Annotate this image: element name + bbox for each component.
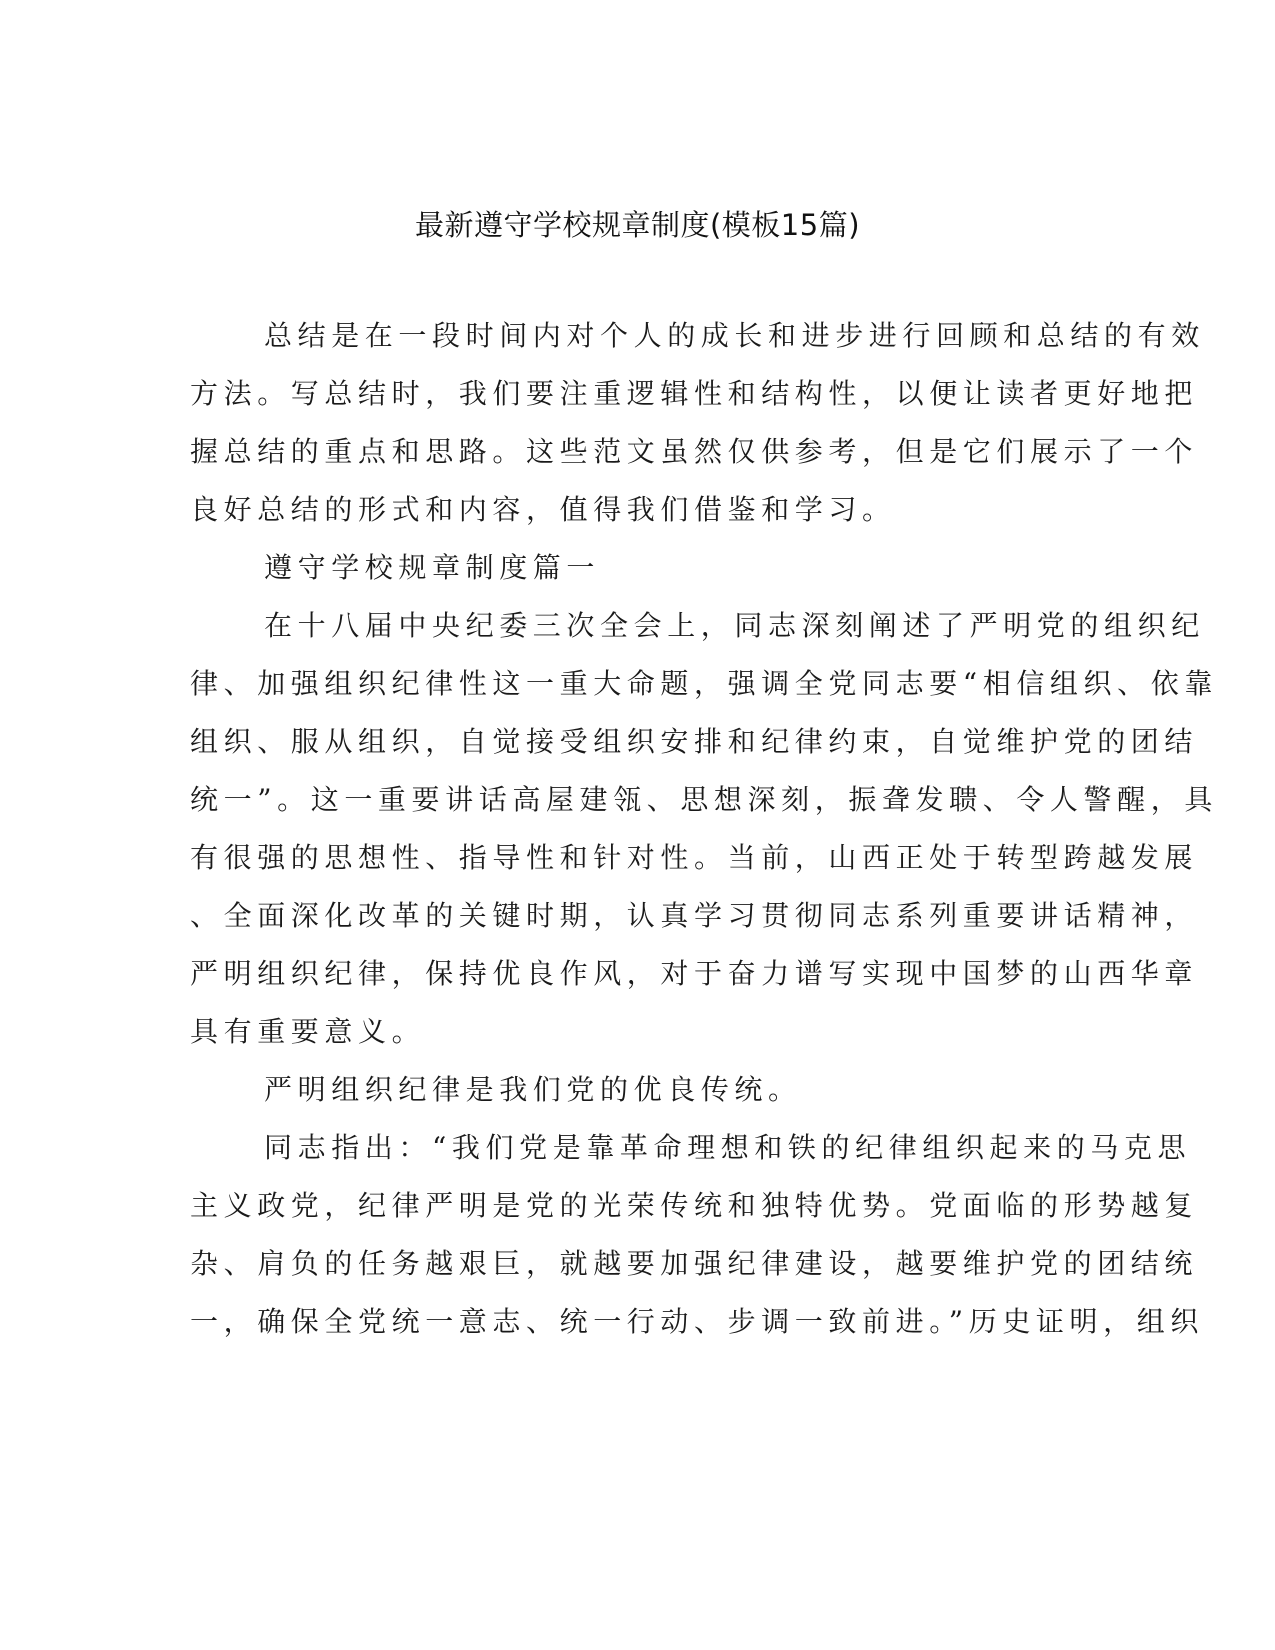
paragraph-line: 同志指出：“我们党是靠革命理想和铁的纪律组织起来的马克思 xyxy=(264,1131,1192,1164)
paragraph-line: 有很强的思想性、指导性和针对性。当前，山西正处于转型跨越发展 xyxy=(190,841,1199,874)
paragraph-line: 一，确保全党统一意志、统一行动、步调一致前进。”历史证明，组织 xyxy=(190,1305,1204,1338)
paragraph-line: 、全面深化改革的关键时期，认真学习贯彻同志系列重要讲话精神， xyxy=(190,899,1199,932)
paragraph-line: 严明组织纪律，保持优良作风，对于奋力谱写实现中国梦的山西华章 xyxy=(190,957,1199,990)
paragraph-line: 握总结的重点和思路。这些范文虽然仅供参考，但是它们展示了一个 xyxy=(190,435,1199,468)
paragraph-line: 杂、肩负的任务越艰巨，就越要加强纪律建设，越要维护党的团结统 xyxy=(190,1247,1199,1280)
paragraph-line: 具有重要意义。 xyxy=(190,1015,426,1048)
paragraph-line: 严明组织纪律是我们党的优良传统。 xyxy=(264,1073,802,1106)
section-heading: 遵守学校规章制度篇一 xyxy=(264,551,601,584)
paragraph-line: 律、加强组织纪律性这一重大命题，强调全党同志要“相信组织、依靠 xyxy=(190,667,1218,700)
paragraph-line: 良好总结的形式和内容，值得我们借鉴和学习。 xyxy=(190,493,896,526)
paragraph-line: 组织、服从组织，自觉接受组织安排和纪律约束，自觉维护党的团结 xyxy=(190,725,1199,758)
paragraph-line: 主义政党，纪律严明是党的光荣传统和独特优势。党面临的形势越复 xyxy=(190,1189,1199,1222)
paragraph-line: 总结是在一段时间内对个人的成长和进步进行回顾和总结的有效 xyxy=(264,319,1205,352)
paragraph-line: 统一”。这一重要讲话高屋建瓴、思想深刻，振聋发聩、令人警醒，具 xyxy=(190,783,1218,816)
paragraph-line: 在十八届中央纪委三次全会上，同志深刻阐述了严明党的组织纪 xyxy=(264,609,1205,642)
document-title: 最新遵守学校规章制度(模板15篇) xyxy=(414,208,861,242)
paragraph-line: 方法。写总结时，我们要注重逻辑性和结构性，以便让读者更好地把 xyxy=(190,377,1199,410)
